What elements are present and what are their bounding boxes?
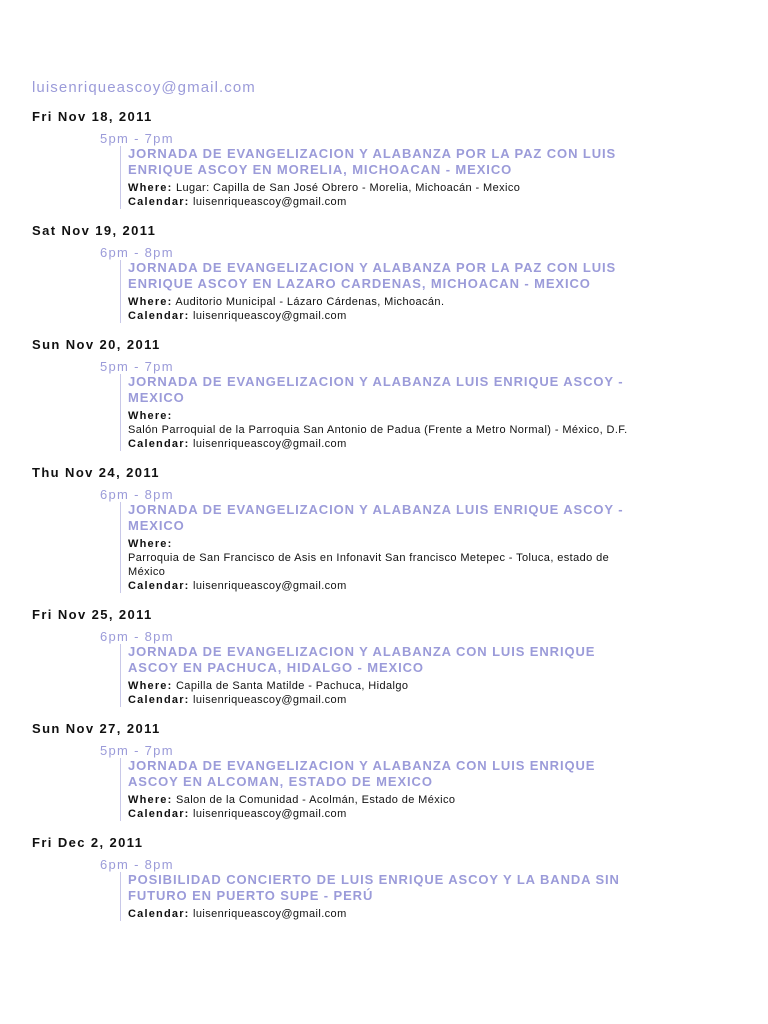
agenda-page [32,79,742,935]
event-calendar [128,907,648,921]
event-where [128,793,648,807]
calendar-label: Calendar: [128,196,190,208]
where-label: Where: [128,680,173,692]
event-item [100,629,742,707]
calendar-label: Calendar: [128,310,190,322]
calendar-label: Calendar: [128,908,190,920]
where-label: Where: [128,182,173,194]
where-value: Parroquia de San Francisco de Asis en Infonavit San francisco Metepec - Toluca, estado de México [128,552,610,578]
event-time: 5pm - 7pm [100,131,174,146]
calendar-value: luisenriqueascoy@gmail.com [193,694,347,706]
where-label: Where: [128,410,173,422]
event-item [100,743,742,821]
where-label: Where: [128,538,173,550]
day-group [32,607,742,707]
agenda-list [32,109,742,921]
event-title[interactable]: JORNADA DE EVANGELIZACION Y ALABANZA POR LA PAZ CON LUIS ENRIQUE ASCOY EN LAZARO CARDENAS, MICHOACAN - MEXICO [128,260,617,291]
day-heading: Thu Nov 24, 2011 [32,465,160,480]
where-value: Salón Parroquial de la Parroquia San Antonio de Padua (Frente a Metro Normal) - México, D.F. [128,424,628,436]
event-title[interactable]: JORNADA DE EVANGELIZACION Y ALABANZA CON LUIS ENRIQUE ASCOY EN ALCOMAN, ESTADO DE MEXICO [128,758,596,789]
event-where [128,181,648,195]
where-value: Salon de la Comunidad - Acolmán, Estado de México [175,794,456,806]
event-title[interactable]: JORNADA DE EVANGELIZACION Y ALABANZA LUIS ENRIQUE ASCOY - MEXICO [128,374,624,405]
event-body [120,146,648,209]
calendar-label: Calendar: [128,438,190,450]
event-body [120,502,648,593]
event-where [128,679,648,693]
calendar-value: luisenriqueascoy@gmail.com [193,908,347,920]
event-time: 6pm - 8pm [100,245,174,260]
day-group [32,835,742,921]
event-item [100,359,742,451]
event-calendar [128,437,648,451]
calendar-label: Calendar: [128,694,190,706]
event-item [100,857,742,921]
event-item [100,131,742,209]
day-group [32,337,742,451]
where-value: Lugar: Capilla de San José Obrero - Morelia, Michoacán - Mexico [175,182,521,194]
event-calendar [128,579,648,593]
event-title[interactable]: JORNADA DE EVANGELIZACION Y ALABANZA LUIS ENRIQUE ASCOY - MEXICO [128,502,624,533]
day-heading: Fri Dec 2, 2011 [32,835,144,850]
where-label: Where: [128,296,173,308]
day-heading: Sun Nov 20, 2011 [32,337,161,352]
day-heading: Fri Nov 18, 2011 [32,109,153,124]
event-time: 5pm - 7pm [100,743,174,758]
event-body [120,644,648,707]
day-heading: Sun Nov 27, 2011 [32,721,161,736]
event-calendar [128,195,648,209]
where-value: Capilla de Santa Matilde - Pachuca, Hidalgo [175,680,409,692]
day-heading: Sat Nov 19, 2011 [32,223,157,238]
calendar-label: Calendar: [128,580,190,592]
day-group [32,721,742,821]
event-where [128,295,648,309]
event-where [128,409,648,437]
event-time: 6pm - 8pm [100,487,174,502]
event-body [120,758,648,821]
event-item [100,487,742,593]
event-title[interactable]: JORNADA DE EVANGELIZACION Y ALABANZA CON LUIS ENRIQUE ASCOY EN PACHUCA, HIDALGO - MEXICO [128,644,596,675]
day-group [32,109,742,209]
day-group [32,465,742,593]
where-label: Where: [128,794,173,806]
where-value: Auditorio Municipal - Lázaro Cárdenas, Michoacán. [175,296,445,308]
calendar-value: luisenriqueascoy@gmail.com [193,438,347,450]
calendar-value: luisenriqueascoy@gmail.com [193,310,347,322]
calendar-value: luisenriqueascoy@gmail.com [193,808,347,820]
calendar-value: luisenriqueascoy@gmail.com [193,196,347,208]
event-calendar [128,693,648,707]
event-time: 6pm - 8pm [100,857,174,872]
calendar-title: luisenriqueascoy@gmail.com [32,79,256,96]
event-where [128,537,648,579]
event-item [100,245,742,323]
day-group [32,223,742,323]
event-time: 6pm - 8pm [100,629,174,644]
event-calendar [128,807,648,821]
event-body [120,374,648,451]
event-body [120,260,648,323]
event-body [120,872,648,921]
event-time: 5pm - 7pm [100,359,174,374]
event-title[interactable]: JORNADA DE EVANGELIZACION Y ALABANZA POR LA PAZ CON LUIS ENRIQUE ASCOY EN MORELIA, MICHOACAN - MEXICO [128,146,617,177]
event-calendar [128,309,648,323]
day-heading: Fri Nov 25, 2011 [32,607,153,622]
calendar-value: luisenriqueascoy@gmail.com [193,580,347,592]
calendar-label: Calendar: [128,808,190,820]
event-title[interactable]: POSIBILIDAD CONCIERTO DE LUIS ENRIQUE ASCOY Y LA BANDA SIN FUTURO EN PUERTO SUPE - PERÚ [128,872,620,903]
